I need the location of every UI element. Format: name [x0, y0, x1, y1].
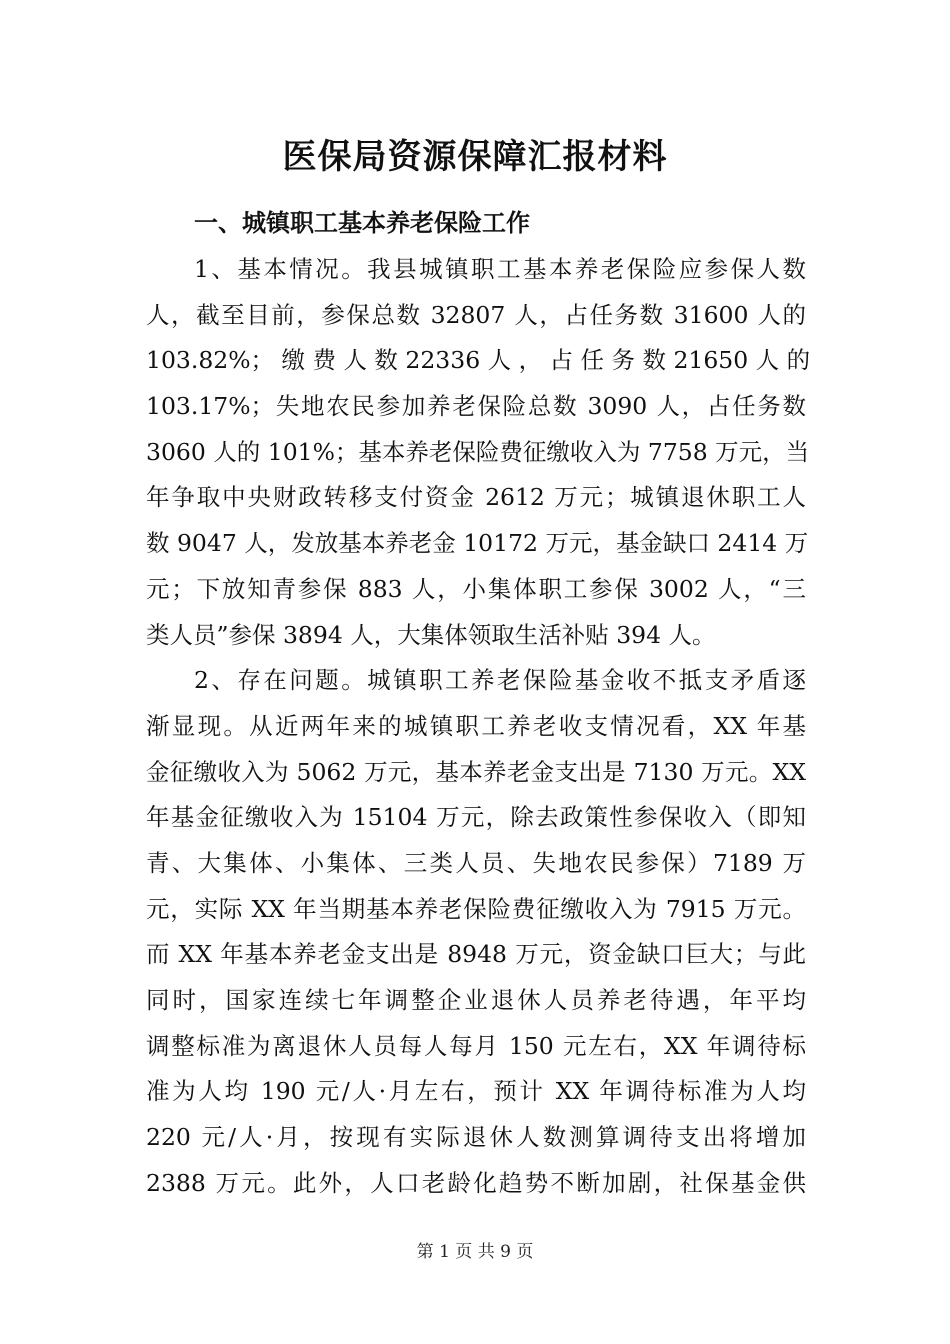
- paragraph-line: 准为人均 190 元/人·月左右，预计 XX 年调待标准为人均: [146, 1077, 806, 1106]
- paragraph-line: 年基金征缴收入为 15104 万元，除去政策性参保收入（即知: [146, 803, 806, 832]
- paragraph-line: 渐显现。从近两年来的城镇职工养老收支情况看，XX 年基: [146, 711, 806, 740]
- paragraph-line: 数 9047 人，发放基本养老金 10172 万元，基金缺口 2414 万: [146, 529, 809, 558]
- paragraph-line: 2388 万元。此外，人口老龄化趋势不断加剧，社保基金供: [146, 1168, 806, 1197]
- section-heading: 一、城镇职工基本养老保险工作: [194, 209, 530, 237]
- paragraph-line: 3060 人的 101%；基本养老保险费征缴收入为 7758 万元，当: [146, 437, 810, 466]
- document-title: 医保局资源保障汇报材料: [282, 137, 668, 177]
- page-number-footer: 第 1 页 共 9 页: [416, 1242, 534, 1262]
- paragraph-line: 103.17%；失地农民参加养老保险总数 3090 人，占任务数: [146, 392, 806, 421]
- paragraph-line: 青、大集体、小集体、三类人员、失地农民参保）7189 万: [146, 848, 806, 877]
- paragraph-line: 元；下放知青参保 883 人，小集体职工参保 3002 人，“三: [146, 574, 806, 603]
- paragraph-line: 年争取中央财政转移支付资金 2612 万元；城镇退休职工人: [146, 483, 806, 512]
- paragraph-line: 元，实际 XX 年当期基本养老保险费征缴收入为 7915 万元。: [146, 894, 806, 923]
- paragraph-line: 同时，国家连续七年调整企业退休人员养老待遇，年平均: [146, 986, 806, 1014]
- paragraph-line: 2、存在问题。城镇职工养老保险基金收不抵支矛盾逐: [194, 666, 806, 695]
- paragraph-line: 103.82%； 缴 费 人 数 22336 人 ， 占 任 务 数 21650 人 的: [146, 346, 811, 375]
- paragraph-line: 金征缴收入为 5062 万元，基本养老金支出是 7130 万元。XX: [146, 757, 806, 786]
- body-text: [146, 247, 811, 1206]
- paragraph-line: 而 XX 年基本养老金支出是 8948 万元，资金缺口巨大；与此: [146, 940, 806, 969]
- paragraph-line: 220 元/人·月，按现有实际退休人数测算调待支出将增加: [146, 1123, 806, 1152]
- paragraph-line: 调整标准为离退休人员每人每月 150 元左右，XX 年调待标: [146, 1031, 806, 1060]
- paragraph-line: 1、基本情况。我县城镇职工基本养老保险应参保人数: [194, 255, 806, 283]
- paragraph-line: 人，截至目前，参保总数 32807 人，占任务数 31600 人的: [146, 300, 806, 329]
- paragraph-line: 类人员”参保 3894 人，大集体领取生活补贴 394 人。: [146, 620, 716, 649]
